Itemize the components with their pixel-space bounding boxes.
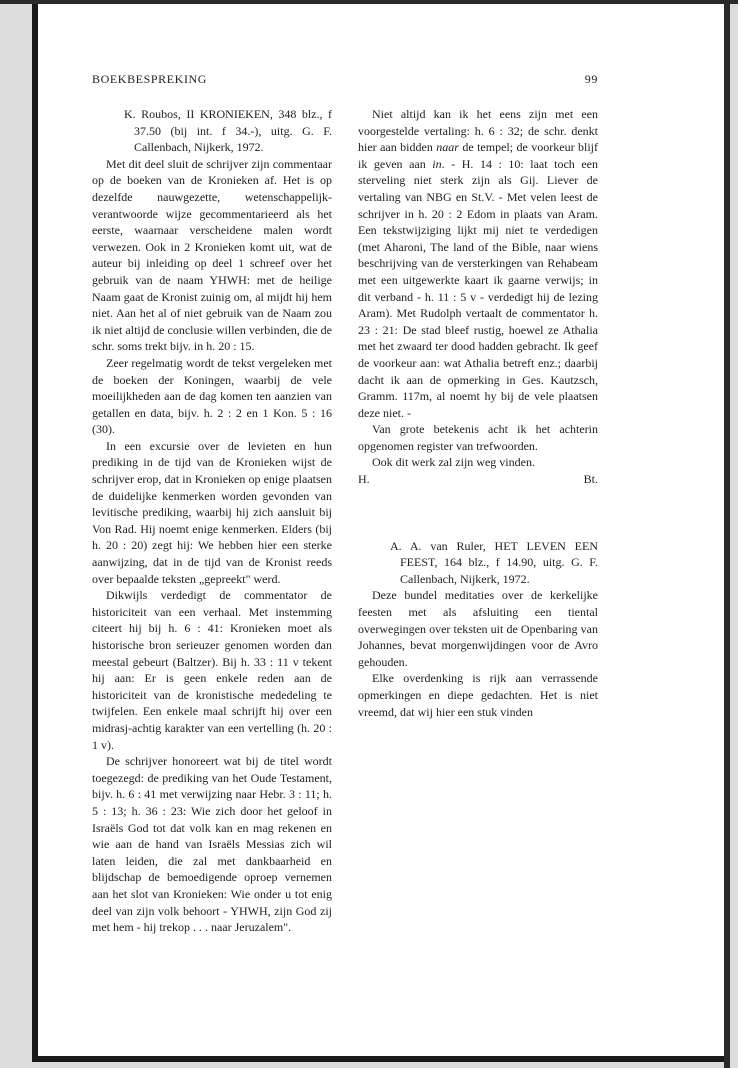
- signature-initial-right: Bt.: [583, 472, 598, 487]
- page-number: 99: [584, 72, 598, 86]
- signature-initial-left: H.: [358, 472, 370, 487]
- section-title: BOEKBESPREKING: [92, 72, 208, 86]
- review1-paragraph-7: Van grote betekenis acht ik het achterin opgenomen register van trefwoorden.: [358, 422, 598, 453]
- review-separator: [358, 488, 598, 538]
- review1-paragraph-5: De schrijver honoreert wat bij de titel wordt toegezegd: de prediking van het Oude Testament, bijv. h. 6 : 41 met verwijzing naar Hebr. 3 : 11; h. 5 : 13; h. 36 : 23: Wie zich door het geloof in Israëls God tot dat volk kan en mag rekenen en wie aan de hand van Israëls Messias zich wil laten leiden, die zal met dankbaarheid en blijdschap de bemoedigende oproep vernemen aan het slot van Kronieken: Wie onder u tot enig deel van zijn volk behoort - YHWH, zijn God zij met hem - hij trekop . . . naar Jeruzalem".: [92, 754, 332, 935]
- review1-signature: [358, 471, 598, 488]
- review1-paragraph-3: In een excursie over de levieten en hun prediking in de tijd van de Kronieken wijst de schrijver erop, dat in Kronieken op enige plaatsen de duidelijke kenmerken worden gevonden van levitische prediking, waarbij hij zich aansluit bij Von Rad. Hij noemt enige kenmerken. Elders (bij h. 20 : 20) zegt hij: We hebben hier een sterke aanwijzing, dat in de tijd van de Kronist reeds over bepaalde teksten „gepreekt" werd.: [92, 438, 332, 586]
- review2-citation: A. A. van Ruler, HET LEVEN EEN FEEST, 164 blz., f 14.90, uitg. G. F. Callenbach, Nijkerk, 1972.: [390, 538, 598, 586]
- review2-paragraph-1: Deze bundel meditaties over de kerkelijke feesten met als afsluiting een tiental overwegingen over teksten uit de Openbaring van Johannes, bevat morgenwijdingen voor de Avro gehouden.: [358, 588, 598, 669]
- review1-paragraph-1: Met dit deel sluit de schrijver zijn commentaar op de boeken van de Kronieken af. Het is op dezelfde nauwgezette, wetenschappelijk-verantwoorde wijze gecommentarieerd als het eerste, waarnaar verscheidene malen wordt verwezen. Ook in 2 Kronieken komt uit, wat de auteur bij inleiding op deel 1 schreef over het gebruik van de naam YHWH: met de heilige Naam gaat de Kronist zuinig om, al mijdt hij hem niet. Aan het al of niet gebruik van de Naam zou ik niet altijd de conclusie willen verbinden, die de schr. soms trekt bijv. in h. 20 : 15.: [92, 156, 332, 354]
- right-column: [358, 106, 598, 720]
- review1-paragraph-8: Ook dit werk zal zijn weg vinden.: [372, 455, 535, 470]
- left-column: [92, 106, 332, 936]
- scan-right-edge: [724, 0, 730, 1068]
- review1-paragraph-2: Zeer regelmatig wordt de tekst vergeleken met de boeken der Koningen, waarbij de vele moeilijkheden aan de dag komen ten aanzien van getallen en data, bijv. h. 2 : 2 en 1 Kon. 5 : 16 (30).: [92, 355, 332, 437]
- review1-citation: K. Roubos, II KRONIEKEN, 348 blz., f 37.50 (bij int. f 34.-), uitg. G. F. Callenbach, Nijkerk, 1972.: [124, 107, 332, 155]
- review2-paragraph-2: Elke overdenking is rijk aan verrassende opmerkingen en diepe gedachten. Het is niet vreemd, dat wij hier een stuk vinden: [358, 671, 598, 719]
- running-head: [92, 72, 598, 92]
- review1-paragraph-4: Dikwijls verdedigt de commentator de historiciteit van een verhaal. Met instemming citeert hij bij h. 6 : 41: Kronieken moet als historische bron serieuzer genomen worden dan meestal gebeurt (Baltzer). Bij h. 33 : 11 v tekent hij aan: Er is geen enkele reden aan de historiciteit van de kronistische mededeling te twijfelen. Een enkele maal schrijft hij over een midrasj-achtig karakter van een vertelling (h. 20 : 1 v).: [92, 588, 332, 752]
- review1-paragraph-6: Niet altijd kan ik het eens zijn met een voorgestelde vertaling: h. 6 : 32; de schr. denkt hier aan bidden naar de tempel; de voorkeur blijf ik geven aan in. - H. 14 : 10: laat toch een sterveling niet sterk zijn als Gij. Liever de vertaling van NBG en St.V. - Met velen leest de schrijver in h. 20 : 2 Edom in plaats van Aram. Een tekstwijziging lijkt mij niet te verdedigen (met Aharoni, The land of the Bible, naar wiens beschrijving van de versterkingen van Rehabeam met een uitgewerkte kaart ik gaarne verwijs; in dit verband - h. 11 : 5 v - verdedigt hij de lezing Aram). Met Rudolph vertaalt de commentator h. 23 : 21: De stad bleef rustig, hoewel ze Athalia met het zwaard ter dood hadden gebracht. Ik geef de voorkeur aan: wat Athalia betreft enz.; daarbij dacht ik aan de opmerking in Ges. Kautzsch, Gramm. 117m, al noemt hy bij de vele plaatsen deze niet. -: [358, 107, 599, 420]
